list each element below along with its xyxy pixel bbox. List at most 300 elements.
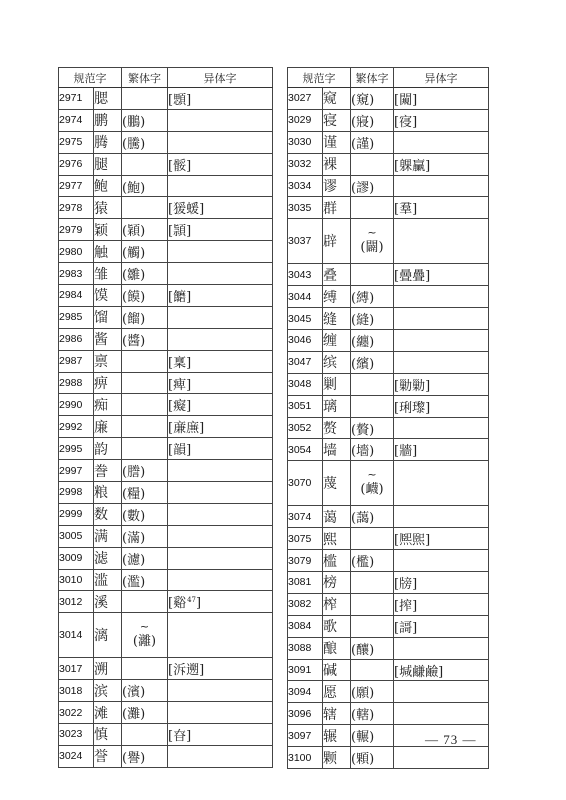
variant-character — [168, 591, 273, 613]
table-row — [59, 745, 273, 767]
standard-character: 谬 — [323, 175, 351, 197]
variant-form: [頴] — [168, 224, 192, 240]
variant-character — [168, 569, 273, 591]
traditional-form: (闢) — [360, 240, 384, 256]
standard-character: 墙 — [323, 439, 351, 461]
variant-character — [168, 438, 273, 460]
traditional-character: (繽) — [351, 351, 394, 373]
table-row — [59, 219, 273, 241]
variant-character — [168, 88, 273, 110]
variant-character — [394, 417, 489, 439]
variant-character — [168, 372, 273, 394]
header-variant: 异体字 — [168, 68, 273, 88]
traditional-character — [122, 613, 168, 658]
variant-character — [394, 308, 489, 330]
variant-form: [癡] — [168, 399, 192, 415]
table-row — [288, 572, 489, 594]
table-row — [59, 350, 273, 372]
traditional-character — [122, 658, 168, 680]
traditional-character: (醬) — [122, 328, 168, 350]
standard-character: 辟 — [323, 219, 351, 264]
left-character-table — [58, 67, 273, 768]
table-row — [59, 285, 273, 307]
entry-number: 3070 — [288, 461, 323, 506]
traditional-character: (數) — [122, 503, 168, 525]
variant-character — [394, 131, 489, 153]
table-row — [288, 615, 489, 637]
variant-character — [394, 439, 489, 461]
table-row — [288, 197, 489, 219]
standard-character: 腾 — [94, 131, 122, 153]
variant-character — [394, 681, 489, 703]
entry-number: 3054 — [288, 439, 323, 461]
standard-character: 漓 — [94, 613, 122, 658]
variant-character — [168, 306, 273, 328]
entry-number: 3024 — [59, 745, 94, 767]
variant-character — [394, 153, 489, 175]
table-row — [59, 438, 273, 460]
standard-character: 谨 — [323, 131, 351, 153]
traditional-character: (轄) — [351, 703, 394, 725]
header-standard: 规范字 — [59, 68, 122, 88]
standard-character: 雏 — [94, 263, 122, 285]
variant-form: [曡疊] — [394, 269, 431, 285]
entry-number: 2971 — [59, 88, 94, 110]
entry-number: 3096 — [288, 703, 323, 725]
entry-number: 3082 — [288, 593, 323, 615]
variant-character — [394, 506, 489, 528]
standard-character: 溪 — [94, 591, 122, 613]
table-row — [59, 613, 273, 658]
standard-character: 酿 — [323, 637, 351, 659]
variant-form: [痺] — [168, 377, 192, 393]
traditional-character — [122, 372, 168, 394]
standard-character: 誊 — [94, 460, 122, 482]
entry-number: 3051 — [288, 395, 323, 417]
tilde-mark: ~ — [367, 226, 377, 240]
standard-character: 慎 — [94, 724, 122, 746]
standard-character: 滤 — [94, 547, 122, 569]
traditional-character: (騰) — [122, 131, 168, 153]
table-row — [288, 109, 489, 131]
variant-form: [猨蝯] — [168, 202, 205, 218]
entry-number: 2997 — [59, 460, 94, 482]
variant-character — [168, 503, 273, 525]
table-row — [59, 482, 273, 504]
variant-character — [168, 482, 273, 504]
tilde-mark: ~ — [367, 468, 377, 482]
traditional-character: (糧) — [122, 482, 168, 504]
entry-number: 3043 — [288, 264, 323, 286]
variant-character — [168, 460, 273, 482]
variant-character — [168, 613, 273, 658]
entry-number: 3045 — [288, 308, 323, 330]
standard-character: 缤 — [323, 351, 351, 373]
standard-character: 溯 — [94, 658, 122, 680]
traditional-character — [122, 88, 168, 110]
entry-number: 2992 — [59, 416, 94, 438]
standard-character: 蔑 — [323, 461, 351, 506]
standard-character: 滩 — [94, 702, 122, 724]
table-row — [288, 308, 489, 330]
traditional-character: (纏) — [351, 330, 394, 352]
standard-character: 榜 — [323, 572, 351, 594]
standard-character: 馍 — [94, 285, 122, 307]
entry-number: 3010 — [59, 569, 94, 591]
traditional-character: (輾) — [351, 725, 394, 747]
standard-character: 韵 — [94, 438, 122, 460]
table-row — [288, 219, 489, 264]
table-row — [288, 747, 489, 769]
entry-number: 2978 — [59, 197, 94, 219]
variant-character — [168, 175, 273, 197]
table-row — [59, 328, 273, 350]
table-row — [59, 460, 273, 482]
table-row — [288, 703, 489, 725]
traditional-character — [351, 219, 394, 264]
traditional-character: (檻) — [351, 550, 394, 572]
variant-character — [394, 330, 489, 352]
traditional-character — [351, 153, 394, 175]
standard-character: 赘 — [323, 417, 351, 439]
traditional-character: (願) — [351, 681, 394, 703]
variant-form: [搾] — [394, 598, 418, 614]
table-header-row — [288, 68, 489, 88]
entry-number: 3005 — [59, 525, 94, 547]
entry-number: 3018 — [59, 680, 94, 702]
table-row — [288, 264, 489, 286]
traditional-character — [351, 528, 394, 550]
traditional-character: (餾) — [122, 306, 168, 328]
entry-number: 3027 — [288, 88, 323, 110]
standard-character: 颖 — [94, 219, 122, 241]
variant-character — [168, 153, 273, 175]
traditional-character — [122, 438, 168, 460]
standard-character: 馏 — [94, 306, 122, 328]
entry-number: 3091 — [288, 659, 323, 681]
header-traditional: 繁体字 — [122, 68, 168, 88]
standard-character: 鹏 — [94, 109, 122, 131]
standard-character: 缠 — [323, 330, 351, 352]
standard-character: 叠 — [323, 264, 351, 286]
variant-character — [394, 637, 489, 659]
variant-character — [168, 525, 273, 547]
traditional-character — [351, 593, 394, 615]
standard-character: 腮 — [94, 88, 122, 110]
table-row — [59, 394, 273, 416]
variant-character — [168, 328, 273, 350]
entry-number: 2979 — [59, 219, 94, 241]
entry-number: 2988 — [59, 372, 94, 394]
variant-form: [顋] — [168, 92, 192, 108]
traditional-character: (釀) — [351, 637, 394, 659]
traditional-character — [351, 373, 394, 395]
entry-number: 2999 — [59, 503, 94, 525]
table-row — [59, 153, 273, 175]
entry-number: 3030 — [288, 131, 323, 153]
entry-number: 3037 — [288, 219, 323, 264]
table-row — [288, 395, 489, 417]
right-table-body — [288, 88, 489, 769]
variant-character — [168, 285, 273, 307]
entry-number: 3081 — [288, 572, 323, 594]
table-row — [288, 506, 489, 528]
variant-form: [牆] — [394, 444, 418, 460]
variant-form: [闚] — [394, 92, 418, 108]
variant-form: [泝遡] — [168, 663, 205, 679]
table-row — [288, 131, 489, 153]
entry-number: 2975 — [59, 131, 94, 153]
traditional-character — [122, 416, 168, 438]
variant-form: [堿鹻鹼] — [394, 664, 444, 680]
variant-character — [168, 702, 273, 724]
variant-character — [394, 593, 489, 615]
variant-character — [168, 547, 273, 569]
left-table-body — [59, 88, 273, 768]
entry-number: 2985 — [59, 306, 94, 328]
table-row — [59, 131, 273, 153]
traditional-character — [122, 350, 168, 372]
variant-character — [394, 109, 489, 131]
variant-form: [琍瓈] — [394, 400, 431, 416]
entry-number: 3052 — [288, 417, 323, 439]
variant-form: [韻] — [168, 443, 192, 459]
standard-character: 群 — [323, 197, 351, 219]
traditional-stack — [351, 468, 393, 498]
entry-number: 3084 — [288, 615, 323, 637]
entry-number: 2998 — [59, 482, 94, 504]
variant-character — [168, 416, 273, 438]
table-row — [59, 547, 273, 569]
standard-character: 数 — [94, 503, 122, 525]
table-row — [59, 175, 273, 197]
traditional-form: (灕) — [132, 634, 157, 650]
variant-close-bracket: ] — [196, 596, 202, 612]
variant-character — [168, 109, 273, 131]
standard-character: 熙 — [323, 528, 351, 550]
traditional-character — [351, 615, 394, 637]
variant-character — [168, 745, 273, 767]
entry-number: 3009 — [59, 547, 94, 569]
table-row — [288, 417, 489, 439]
variant-character — [168, 219, 273, 241]
traditional-character: (藹) — [351, 506, 394, 528]
table-row — [288, 373, 489, 395]
traditional-character — [122, 197, 168, 219]
standard-character: 寝 — [323, 109, 351, 131]
standard-character: 缝 — [323, 308, 351, 330]
traditional-character — [351, 659, 394, 681]
entry-number: 3046 — [288, 330, 323, 352]
entry-number: 3048 — [288, 373, 323, 395]
page-number: — 73 — — [425, 732, 477, 747]
traditional-character: (灘) — [122, 702, 168, 724]
variant-character — [394, 528, 489, 550]
table-row — [59, 372, 273, 394]
table-row — [59, 241, 273, 263]
standard-character: 酱 — [94, 328, 122, 350]
standard-character: 碱 — [323, 659, 351, 681]
entry-number: 3088 — [288, 637, 323, 659]
variant-character — [394, 550, 489, 572]
table-row — [59, 306, 273, 328]
standard-character: 誉 — [94, 745, 122, 767]
variant-form: [熈煕] — [394, 533, 431, 549]
header-variant: 异体字 — [394, 68, 489, 88]
entry-number: 2987 — [59, 350, 94, 372]
standard-character: 裸 — [323, 153, 351, 175]
variant-character — [394, 373, 489, 395]
entry-number: 3017 — [59, 658, 94, 680]
variant-form: [稟] — [168, 355, 192, 371]
traditional-character: (贅) — [351, 417, 394, 439]
variant-character — [168, 658, 273, 680]
variant-character — [168, 350, 273, 372]
standard-character: 滨 — [94, 680, 122, 702]
traditional-character: (寢) — [351, 109, 394, 131]
table-row — [288, 593, 489, 615]
table-row — [59, 416, 273, 438]
standard-character: 辗 — [323, 725, 351, 747]
entry-number: 3094 — [288, 681, 323, 703]
entry-number: 3035 — [288, 197, 323, 219]
table-row — [59, 503, 273, 525]
entry-number: 3012 — [59, 591, 94, 613]
traditional-character: (縫) — [351, 308, 394, 330]
variant-form: [勦勦] — [394, 378, 431, 394]
table-row — [288, 461, 489, 506]
entry-number: 2986 — [59, 328, 94, 350]
variant-form: [饝] — [168, 289, 192, 305]
traditional-character: (縛) — [351, 286, 394, 308]
variant-character — [394, 615, 489, 637]
table-row — [59, 658, 273, 680]
table-row — [288, 528, 489, 550]
entry-number: 3029 — [288, 109, 323, 131]
standard-character: 猿 — [94, 197, 122, 219]
traditional-character: (鮑) — [122, 175, 168, 197]
table-row — [288, 88, 489, 110]
traditional-character — [122, 153, 168, 175]
entry-number: 2990 — [59, 394, 94, 416]
variant-character — [394, 747, 489, 769]
entry-number: 3022 — [59, 702, 94, 724]
entry-number: 3032 — [288, 153, 323, 175]
traditional-character: (窺) — [351, 88, 394, 110]
table-row — [288, 637, 489, 659]
entry-number: 3044 — [288, 286, 323, 308]
standard-character: 痹 — [94, 372, 122, 394]
traditional-character — [351, 264, 394, 286]
traditional-stack — [122, 620, 167, 650]
variant-character — [168, 131, 273, 153]
entry-number: 2984 — [59, 285, 94, 307]
variant-character — [394, 659, 489, 681]
entry-number: 3034 — [288, 175, 323, 197]
entry-number: 3023 — [59, 724, 94, 746]
traditional-character: (謬) — [351, 175, 394, 197]
variant-form: [謌] — [394, 620, 418, 636]
traditional-character: (穎) — [122, 219, 168, 241]
table-row — [59, 591, 273, 613]
variant-character — [394, 572, 489, 594]
table-row — [59, 569, 273, 591]
table-header-row — [59, 68, 273, 88]
variant-character — [168, 394, 273, 416]
traditional-character: (滿) — [122, 525, 168, 547]
variant-character — [394, 219, 489, 264]
standard-character: 蔼 — [323, 506, 351, 528]
traditional-character: (顆) — [351, 747, 394, 769]
entry-number: 3014 — [59, 613, 94, 658]
variant-character — [394, 461, 489, 506]
traditional-character: (墻) — [351, 439, 394, 461]
entry-number: 2977 — [59, 175, 94, 197]
variant-character — [394, 286, 489, 308]
variant-character — [168, 263, 273, 285]
traditional-character: (雛) — [122, 263, 168, 285]
table-row — [59, 702, 273, 724]
table-row — [59, 680, 273, 702]
variant-form: [羣] — [394, 202, 418, 218]
standard-character: 璃 — [323, 395, 351, 417]
traditional-character — [351, 461, 394, 506]
entry-number: 2983 — [59, 263, 94, 285]
entry-number: 2976 — [59, 153, 94, 175]
entry-number: 3074 — [288, 506, 323, 528]
traditional-character: (觸) — [122, 241, 168, 263]
table-row — [288, 439, 489, 461]
variant-character — [168, 197, 273, 219]
standard-character: 廉 — [94, 416, 122, 438]
standard-character: 槛 — [323, 550, 351, 572]
traditional-character: (謄) — [122, 460, 168, 482]
traditional-character — [122, 591, 168, 613]
standard-character: 颗 — [323, 747, 351, 769]
variant-character — [394, 88, 489, 110]
table-row — [59, 88, 273, 110]
standard-character: 禀 — [94, 350, 122, 372]
variant-form: [骽] — [168, 158, 192, 174]
standard-character: 满 — [94, 525, 122, 547]
standard-character: 触 — [94, 241, 122, 263]
entry-number: 3047 — [288, 351, 323, 373]
standard-character: 窥 — [323, 88, 351, 110]
entry-number: 2974 — [59, 109, 94, 131]
table-row — [59, 724, 273, 746]
entry-number: 2995 — [59, 438, 94, 460]
traditional-character: (濱) — [122, 680, 168, 702]
variant-character — [394, 264, 489, 286]
standard-character: 愿 — [323, 681, 351, 703]
standard-character: 痴 — [94, 394, 122, 416]
traditional-character: (濾) — [122, 547, 168, 569]
traditional-character: (譽) — [122, 745, 168, 767]
traditional-character: (鵬) — [122, 109, 168, 131]
variant-character — [394, 175, 489, 197]
traditional-character: (濫) — [122, 569, 168, 591]
variant-character — [168, 241, 273, 263]
standard-character: 粮 — [94, 482, 122, 504]
standard-character: 鲍 — [94, 175, 122, 197]
entry-number: 3075 — [288, 528, 323, 550]
traditional-character: (饃) — [122, 285, 168, 307]
standard-character: 辖 — [323, 703, 351, 725]
variant-form: [昚] — [168, 728, 192, 744]
traditional-character — [122, 724, 168, 746]
tilde-mark: ~ — [139, 620, 150, 634]
entry-number: 2980 — [59, 241, 94, 263]
